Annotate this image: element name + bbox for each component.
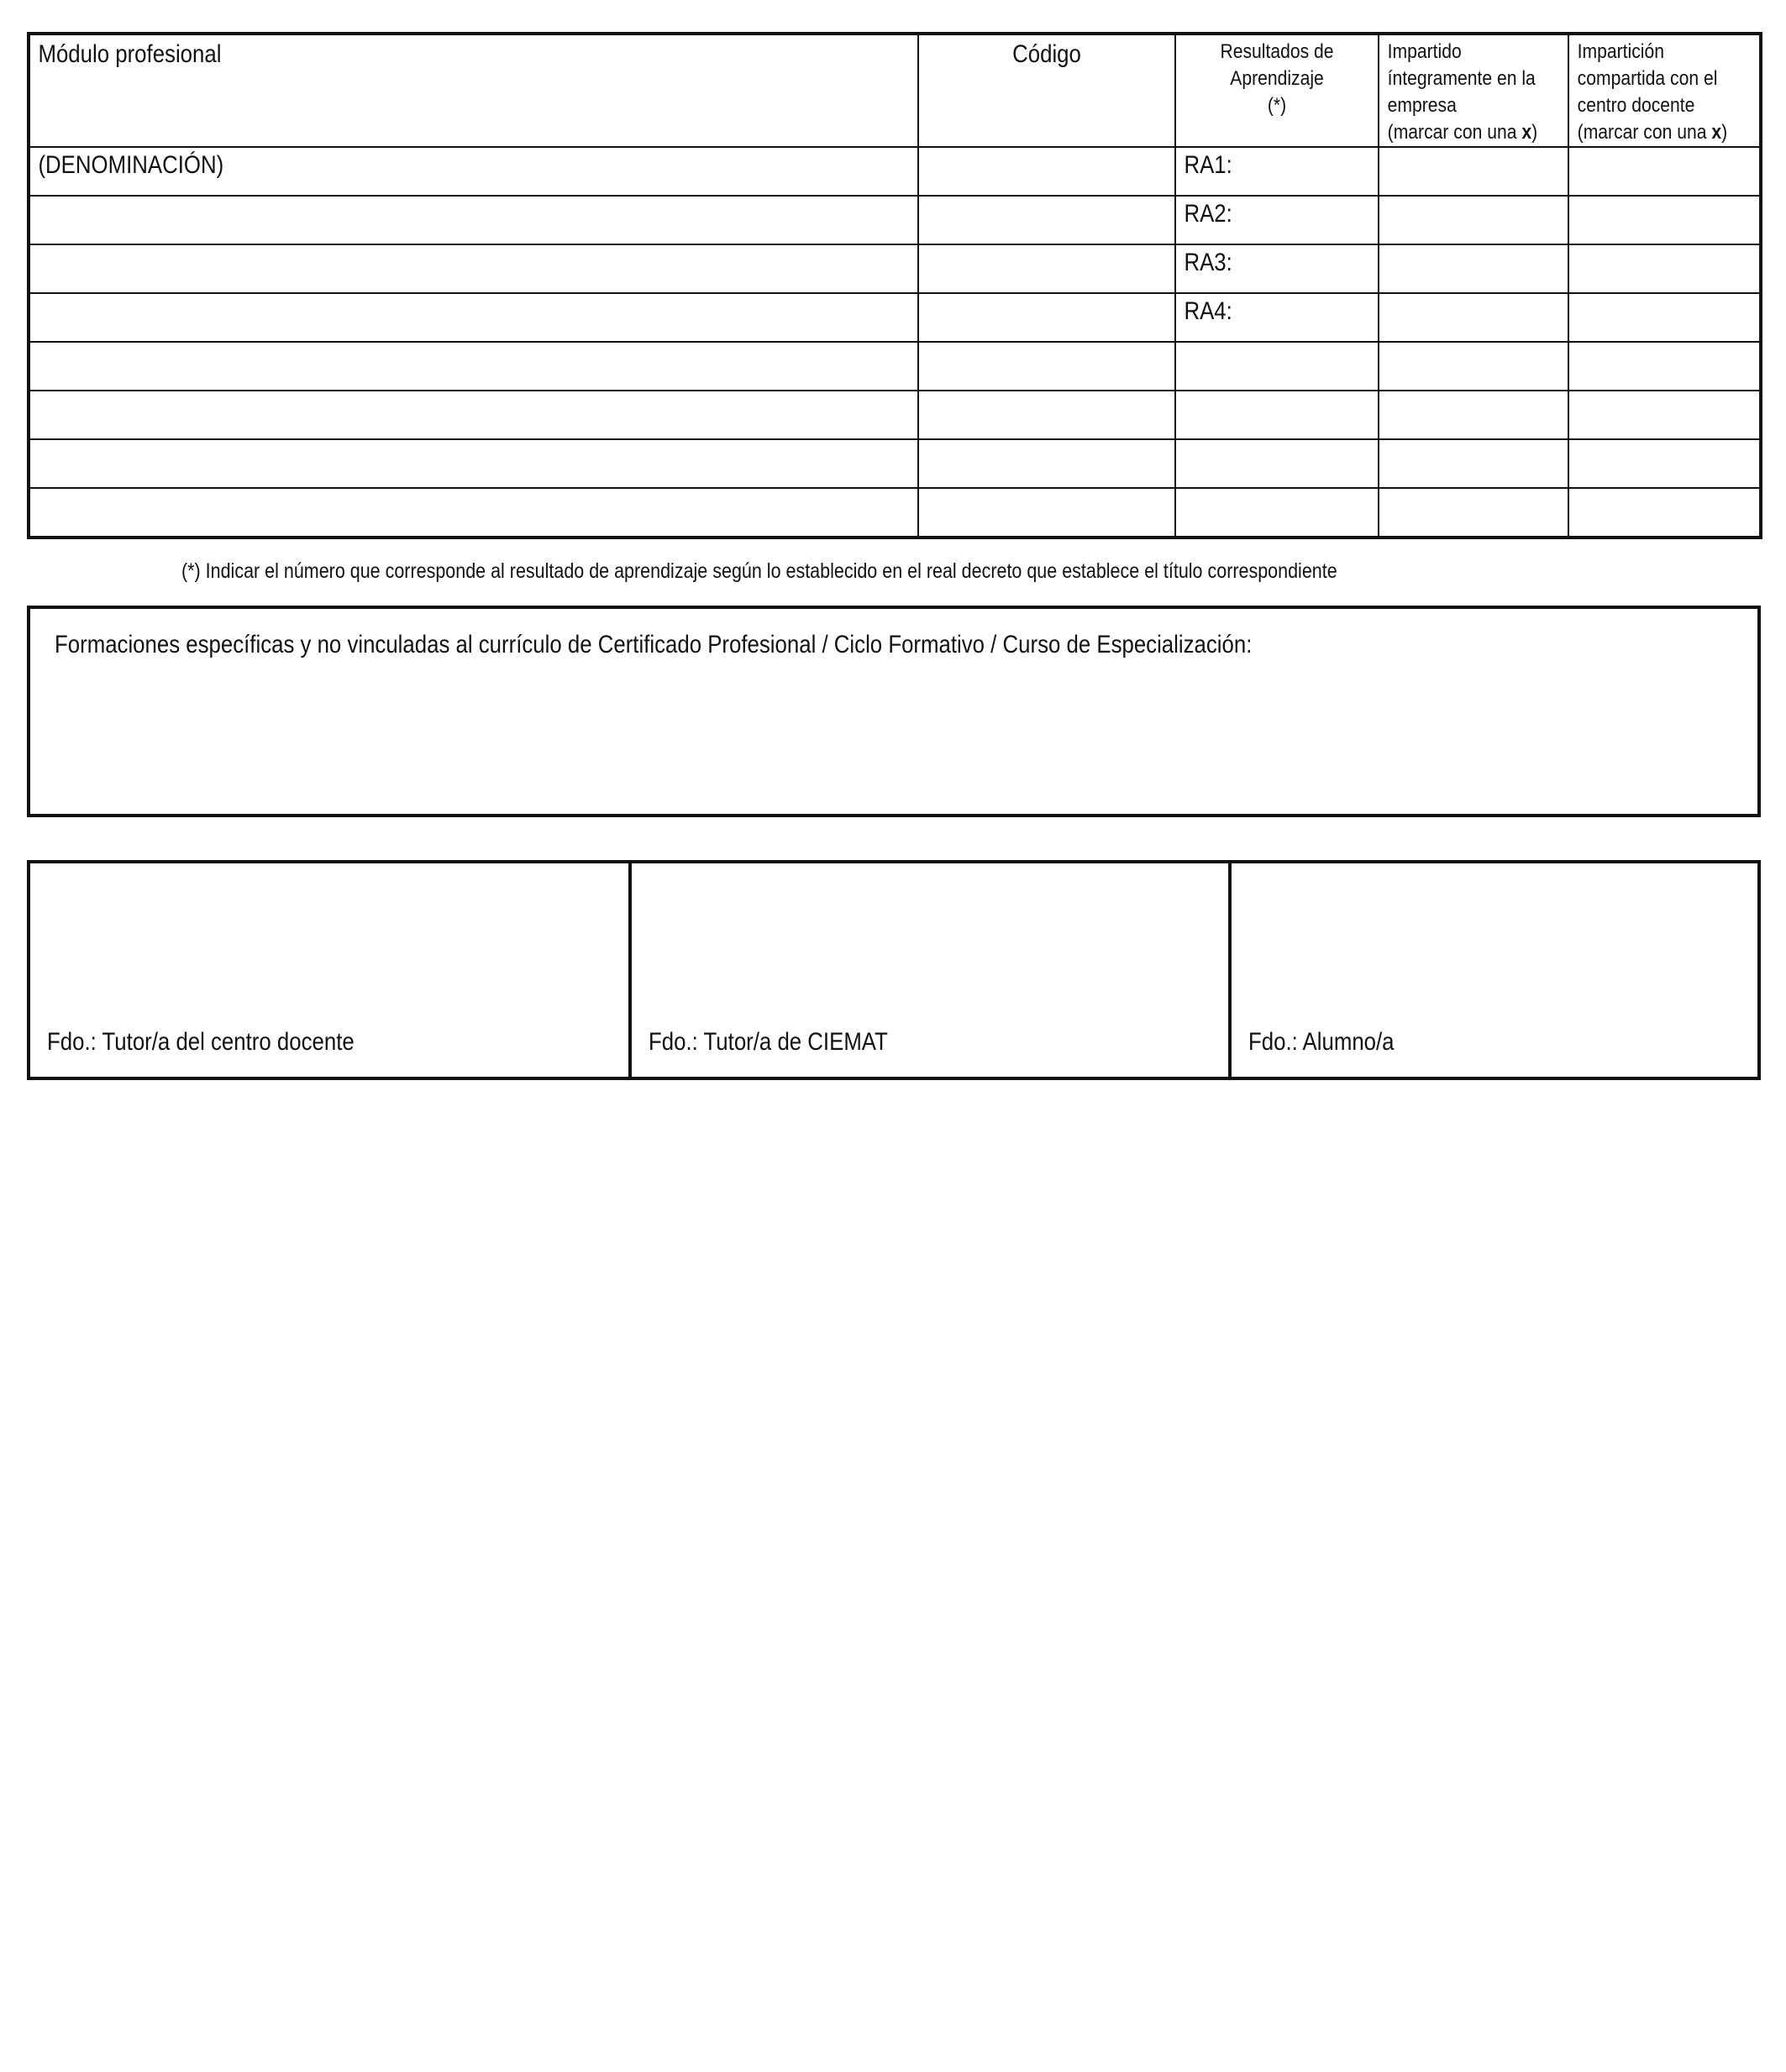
cell-modulo[interactable] — [29, 342, 918, 391]
signature-tutor-centro[interactable] — [30, 863, 628, 1077]
cell-imparticion[interactable] — [1568, 342, 1761, 391]
header-codigo — [918, 34, 1175, 147]
cell-ra-text — [1176, 391, 1349, 395]
signature-alumno[interactable] — [1228, 863, 1757, 1077]
cell-codigo[interactable] — [918, 196, 1175, 244]
cell-ra[interactable] — [1175, 147, 1379, 196]
cell-impartido[interactable] — [1379, 439, 1568, 488]
cell-codigo-text — [919, 440, 1138, 443]
cell-imparticion-text — [1569, 148, 1732, 151]
cell-imparticion[interactable] — [1568, 488, 1761, 538]
cell-codigo[interactable] — [918, 342, 1175, 391]
table-row — [29, 342, 1761, 391]
header-imparticion-marcar: (marcar con una — [1577, 121, 1712, 144]
header-impartido-line4 — [1388, 119, 1545, 146]
header-imparticion-line4 — [1578, 119, 1736, 146]
cell-modulo[interactable] — [29, 391, 918, 439]
cell-imparticion[interactable] — [1568, 391, 1761, 439]
cell-modulo-text — [30, 245, 793, 249]
cell-ra-text — [1176, 489, 1349, 492]
cell-codigo-text — [919, 489, 1138, 492]
footnote: (*) Indicar el número que corresponde al resultado de aprendizaje según lo establecido en el real decreto que establece el título correspondiente — [181, 559, 1337, 583]
cell-imparticion-text — [1569, 294, 1732, 297]
signatures-box — [27, 860, 1761, 1080]
table-row — [29, 488, 1761, 538]
cell-impartido-text — [1379, 440, 1542, 443]
cell-modulo-text — [30, 294, 793, 297]
table-row — [29, 147, 1761, 196]
cell-codigo-text — [919, 245, 1138, 249]
cell-imparticion-text — [1569, 440, 1732, 443]
header-codigo-label: Código — [1012, 40, 1081, 68]
header-impartido-line1: Impartido — [1387, 40, 1462, 63]
cell-modulo-text — [30, 343, 793, 346]
cell-ra[interactable] — [1175, 391, 1379, 439]
formaciones-box[interactable] — [27, 606, 1761, 817]
cell-ra-text — [1176, 343, 1349, 346]
cell-imparticion[interactable] — [1568, 244, 1761, 293]
cell-codigo[interactable] — [918, 391, 1175, 439]
header-modulo-label: Módulo profesional — [38, 40, 222, 68]
cell-codigo-text — [919, 391, 1138, 395]
cell-modulo-text: (DENOMINACIÓN) — [38, 151, 224, 179]
cell-codigo[interactable] — [918, 244, 1175, 293]
cell-imparticion-text — [1569, 391, 1732, 395]
cell-ra-text — [1176, 440, 1349, 443]
header-impartido-close: ) — [1531, 121, 1538, 144]
cell-impartido[interactable] — [1379, 244, 1568, 293]
cell-impartido-text — [1379, 489, 1542, 492]
cell-impartido-text — [1379, 294, 1542, 297]
cell-codigo[interactable] — [918, 488, 1175, 538]
cell-ra-text: RA3: — [1184, 249, 1232, 276]
header-resultados-line3: (*) — [1267, 94, 1287, 117]
cell-modulo[interactable] — [29, 293, 918, 342]
header-impartido-x: x — [1521, 121, 1532, 144]
header-impartido-marcar: (marcar con una — [1387, 121, 1522, 144]
header-imparticion-compartida — [1568, 34, 1761, 147]
cell-ra[interactable] — [1175, 196, 1379, 244]
cell-modulo[interactable] — [29, 244, 918, 293]
header-imparticion-line1: Impartición — [1577, 40, 1664, 63]
header-modulo-profesional — [29, 34, 918, 147]
cell-modulo[interactable] — [29, 196, 918, 244]
cell-modulo[interactable] — [29, 488, 918, 538]
cell-codigo-text — [919, 343, 1138, 346]
cell-ra[interactable] — [1175, 439, 1379, 488]
cell-imparticion-text — [1569, 343, 1732, 346]
cell-codigo[interactable] — [918, 147, 1175, 196]
cell-imparticion-text — [1569, 489, 1732, 492]
header-resultados-line1: Resultados de — [1220, 40, 1334, 63]
cell-codigo-text — [919, 294, 1138, 297]
header-impartido-line2: íntegramente en la — [1387, 67, 1536, 90]
cell-impartido-text — [1379, 343, 1542, 346]
cell-imparticion[interactable] — [1568, 196, 1761, 244]
cell-modulo-text — [30, 440, 793, 443]
cell-ra[interactable] — [1175, 244, 1379, 293]
cell-impartido[interactable] — [1379, 196, 1568, 244]
modules-table — [27, 32, 1762, 539]
signature-alumno-label: Fdo.: Alumno/a — [1248, 1028, 1395, 1056]
table-row — [29, 244, 1761, 293]
table-row — [29, 196, 1761, 244]
header-imparticion-close: ) — [1721, 121, 1728, 144]
header-impartido-line3: empresa — [1387, 94, 1457, 117]
cell-codigo[interactable] — [918, 293, 1175, 342]
cell-impartido[interactable] — [1379, 293, 1568, 342]
table-row — [29, 439, 1761, 488]
header-impartido-empresa — [1379, 34, 1568, 147]
cell-ra[interactable] — [1175, 342, 1379, 391]
table-row — [29, 391, 1761, 439]
signature-tutor-centro-label: Fdo.: Tutor/a del centro docente — [47, 1028, 355, 1056]
cell-imparticion-text — [1569, 245, 1732, 249]
cell-modulo[interactable] — [29, 147, 918, 196]
cell-impartido[interactable] — [1379, 488, 1568, 538]
header-imparticion-line3: centro docente — [1577, 94, 1695, 117]
cell-ra-text: RA2: — [1184, 200, 1232, 228]
cell-impartido[interactable] — [1379, 147, 1568, 196]
cell-impartido-text — [1379, 391, 1542, 395]
cell-codigo-text — [919, 197, 1138, 200]
cell-modulo[interactable] — [29, 439, 918, 488]
cell-impartido[interactable] — [1379, 391, 1568, 439]
signature-tutor-ciemat-label: Fdo.: Tutor/a de CIEMAT — [649, 1028, 888, 1056]
header-resultados-aprendizaje — [1175, 34, 1379, 147]
table-header-row — [29, 34, 1761, 147]
cell-modulo-text — [30, 489, 793, 492]
cell-imparticion[interactable] — [1568, 147, 1761, 196]
formaciones-label: Formaciones específicas y no vinculadas al currículo de Certificado Profesional / Ciclo Formativo / Curso de Especialización: — [55, 631, 1253, 658]
cell-codigo-text — [919, 148, 1138, 151]
cell-impartido-text — [1379, 245, 1542, 249]
cell-impartido-text — [1379, 197, 1542, 200]
cell-ra[interactable] — [1175, 488, 1379, 538]
cell-codigo[interactable] — [918, 439, 1175, 488]
cell-ra-text: RA4: — [1184, 297, 1232, 325]
cell-modulo-text — [30, 391, 793, 395]
header-imparticion-line2: compartida con el — [1577, 67, 1718, 90]
cell-imparticion[interactable] — [1568, 439, 1761, 488]
signature-tutor-ciemat[interactable] — [628, 863, 1228, 1077]
cell-impartido[interactable] — [1379, 342, 1568, 391]
cell-imparticion[interactable] — [1568, 293, 1761, 342]
cell-impartido-text — [1379, 148, 1542, 151]
cell-ra-text: RA1: — [1184, 151, 1232, 179]
cell-imparticion-text — [1569, 197, 1732, 200]
header-imparticion-x: x — [1711, 121, 1722, 144]
table-row — [29, 293, 1761, 342]
cell-modulo-text — [30, 197, 793, 200]
cell-ra[interactable] — [1175, 293, 1379, 342]
header-resultados-line2: Aprendizaje — [1230, 67, 1324, 90]
